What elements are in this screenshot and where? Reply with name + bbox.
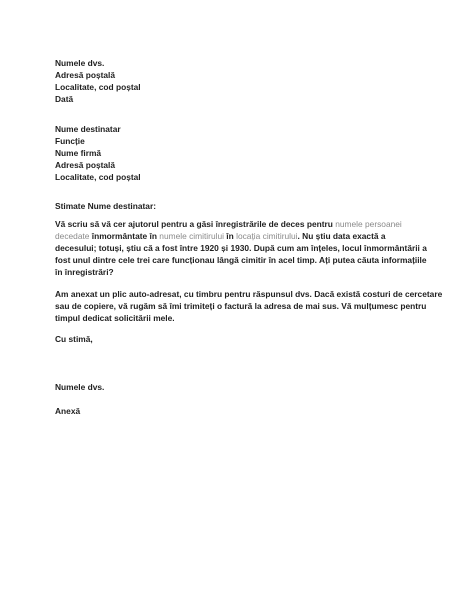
placeholder-deceased-name: numele persoanei <box>335 219 402 229</box>
paragraph-text: înmormântate în <box>89 231 160 241</box>
placeholder-deceased-name-cont: decedate <box>55 231 90 241</box>
recipient-block <box>55 123 425 183</box>
paragraph-line: decesului; totuși, știu că a fost între 1920 și 1930. După cum am înțeles, locul înmormântării a <box>55 243 427 253</box>
paragraph-line: fost unul dintre cele trei care funcționau lângă cimitir în acel timp. Ați putea căuta informațiile <box>55 255 427 265</box>
paragraph-text: în <box>223 231 237 241</box>
paragraph-line: Am anexat un plic auto-adresat, cu timbru pentru răspunsul dvs. Dacă există costuri de cercetare <box>55 289 443 299</box>
letter-date: Dată <box>55 94 74 104</box>
placeholder-cemetery-name: numele cimitirului <box>159 231 224 241</box>
paragraph-line <box>55 230 425 242</box>
recipient-company: Nume firmă <box>55 148 102 158</box>
sender-block <box>55 57 425 105</box>
paragraph-line: în înregistrări? <box>55 267 114 277</box>
paragraph-line <box>55 218 425 230</box>
sender-address: Adresă poștală <box>55 70 116 80</box>
body-paragraph-1 <box>55 218 425 278</box>
enclosure-note: Anexă <box>55 406 81 416</box>
recipient-city: Localitate, cod poștal <box>55 172 141 182</box>
sender-name: Numele dvs. <box>55 58 105 68</box>
salutation: Stimate Nume destinatar: <box>55 201 156 211</box>
recipient-name: Nume destinatar <box>55 124 121 134</box>
recipient-address: Adresă poștală <box>55 160 116 170</box>
placeholder-cemetery-location: locația cimitirului <box>236 231 298 241</box>
body-paragraph-2 <box>55 288 443 324</box>
closing: Cu stimă, <box>55 334 93 344</box>
paragraph-text: Vă scriu să vă cer ajutorul pentru a găsi înregistrările de deces pentru <box>55 219 336 229</box>
paragraph-text: . Nu știu data exactă a <box>297 231 386 241</box>
paragraph-line: sau de copiere, vă rugăm să îmi trimiteți o factură la adresa de mai sus. Vă mulțumesc pentru <box>55 301 427 311</box>
signature-name: Numele dvs. <box>55 382 105 392</box>
sender-city: Localitate, cod poștal <box>55 82 141 92</box>
recipient-title: Funcție <box>55 136 85 146</box>
paragraph-line: timpul dedicat solicitării mele. <box>55 313 175 323</box>
